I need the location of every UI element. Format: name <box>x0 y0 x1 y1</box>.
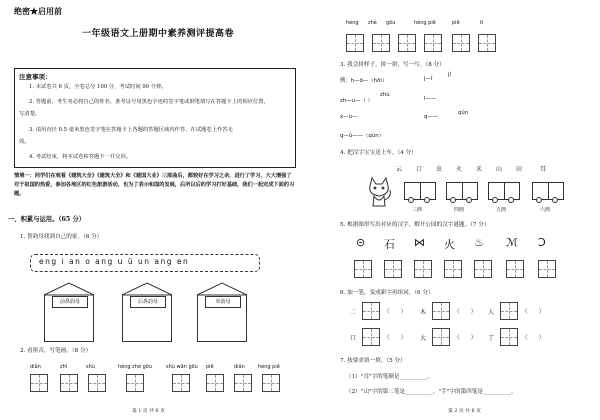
spell-item: q—— <box>424 114 439 120</box>
pinyin-label: tí <box>480 20 484 26</box>
spell-example: 例：h—ō—（hōi） <box>340 78 388 84</box>
pictogram: ℳ <box>506 236 518 249</box>
word-blank[interactable]: （ ） <box>384 335 407 341</box>
writing-grid-box[interactable] <box>172 374 190 392</box>
base-char: 口 <box>350 335 357 342</box>
writing-grid-box[interactable] <box>474 260 492 278</box>
pinyin-label: héng piě <box>414 20 436 26</box>
carriage-label: 三画 <box>412 207 423 213</box>
writing-grid-box[interactable] <box>398 34 416 52</box>
carriage-label: 四画 <box>454 207 465 213</box>
confidential-mark: 绝密★启用前 <box>14 6 62 16</box>
writing-grid-box[interactable] <box>354 260 372 278</box>
pinyin-label: héng piě <box>258 364 280 370</box>
writing-grid-box[interactable] <box>206 374 224 392</box>
notice-heading: 注意事项： <box>19 73 52 81</box>
writing-grid-box[interactable] <box>126 374 144 392</box>
writing-grid-box[interactable] <box>88 374 106 392</box>
question-7-part-a: （1）"耳"字的笔顺是__________。 <box>346 374 434 380</box>
writing-grid-box[interactable] <box>262 374 280 392</box>
char-label: 田 <box>516 166 523 173</box>
pinyin-label: zhé <box>368 20 377 26</box>
question-3: 3. 我会拼样子，拼一拼，写一写。（8 分） <box>340 62 445 68</box>
writing-grid-box[interactable] <box>424 34 442 52</box>
pictogram: ♨ <box>474 236 484 249</box>
char-label: 耳 <box>540 166 547 173</box>
writing-grid-box[interactable] <box>30 374 48 392</box>
spell-item: x—ù— <box>340 114 358 120</box>
word-blank[interactable]: （ ） <box>384 309 407 315</box>
house-label: 单韵母 <box>205 296 241 308</box>
pictogram: 石 <box>384 238 395 251</box>
pinyin-label: diǎn <box>234 364 245 370</box>
intro-paragraph: 情境一：同学们在观看《建筑大全》《建筑大全》和《建国大业》三部曲后，都较好在学习之余，进行了学习，大大增强了对于祖国的热爱，参加各地区的红色旅游活动，也为了表示和国的发展，后所以后的学习打好基础，我们一起完成下面的习题。 <box>14 173 295 197</box>
writing-grid-box[interactable] <box>372 34 390 52</box>
question-4: 4. 把汉字宝宝送上车。（4 分） <box>340 150 417 156</box>
char-label: 山 <box>496 166 503 173</box>
section-1-heading: 一、积累与运用。（65 分） <box>8 216 86 223</box>
pinyin-label: héng zhé gōu <box>118 364 153 370</box>
base-char: 大 <box>420 335 427 342</box>
pinyin-label: gōu <box>386 20 396 26</box>
spell-item: l—— <box>424 96 437 102</box>
notice-line: 1. 本试卷共 6 页，全卷总分 100 分，考试时间 90 分钟。 <box>29 84 167 90</box>
pinyin-label: diǎn <box>30 364 41 370</box>
roof-icon <box>40 282 98 296</box>
notice-line: 写清楚。 <box>19 111 41 117</box>
question-5: 5. 根据图形写出对应的汉字，解开公园的汉字谜题。（7 分） <box>340 222 490 228</box>
pinyin-banner <box>30 254 260 272</box>
char-label: 口 <box>416 166 423 173</box>
char-label: 云 <box>396 166 403 173</box>
writing-grid-box[interactable] <box>506 260 524 278</box>
char-label: 火 <box>456 166 463 173</box>
page-footer: 第 1 页 共 6 页 <box>132 409 165 414</box>
word-blank[interactable]: （ ） <box>454 335 477 341</box>
carriage-label: 五画 <box>496 207 507 213</box>
notice-line: 4. 考试结束，将本试卷和答题卡一并交回。 <box>29 154 132 160</box>
page-footer: 第 2 页 共 6 页 <box>448 409 481 414</box>
pictogram: 火 <box>444 238 455 251</box>
notice-line: 2. 答题前，考生务必将自己的姓名、准考证号用黑色字迹的签字笔或钢笔填写在答题卡上的相应位置， <box>29 99 269 105</box>
base-char: 人 <box>488 309 495 316</box>
word-blank[interactable]: （ ） <box>522 309 545 315</box>
notice-box <box>14 68 296 168</box>
pinyin-label: shù <box>86 364 95 370</box>
question-7: 7. 按要求填一填。（5 分） <box>340 358 406 364</box>
spell-item: zh—u—（ ） <box>340 98 373 104</box>
pictogram: ⋈ <box>414 236 425 249</box>
roof-icon <box>193 282 251 296</box>
writing-grid-box[interactable] <box>346 34 364 52</box>
base-char: 了 <box>488 335 495 342</box>
pinyin-label: héng <box>346 20 359 26</box>
char-label: 虫 <box>436 166 443 173</box>
char-label: 禾 <box>476 166 483 173</box>
pinyin-label: piě <box>452 20 460 26</box>
spell-answer: jǐ <box>448 72 451 78</box>
writing-grid-box[interactable] <box>60 374 78 392</box>
carriage-label: 六画 <box>540 207 551 213</box>
question-2: 2. 看拼音，写笔画。（8 分） <box>20 348 92 354</box>
house-single-final <box>193 282 251 342</box>
writing-grid-box[interactable] <box>432 328 450 346</box>
pictogram: ⊝ <box>356 236 366 249</box>
writing-grid-box[interactable] <box>384 260 402 278</box>
writing-grid-box[interactable] <box>452 34 470 52</box>
writing-grid-box[interactable] <box>500 302 518 320</box>
notice-line: 3. 请用直径 0.5 毫米黑色签字笔在答题卡上各题的答题区域内作答，在试题卷上作答无 <box>29 127 233 133</box>
writing-grid-box[interactable] <box>500 328 518 346</box>
notice-line: 效。 <box>19 139 30 145</box>
exam-title: 一年级语文上册期中素养测评提高卷 <box>82 29 235 39</box>
pinyin-banner-text: eng i an o ang u ü un ang en <box>39 257 190 266</box>
question-6: 6. 加一笔，变成新字再组词。（6 分） <box>340 290 434 296</box>
word-blank[interactable]: （ ） <box>522 335 545 341</box>
writing-grid-box[interactable] <box>362 302 380 320</box>
writing-grid-box[interactable] <box>478 34 496 52</box>
pinyin-label: zhǐ <box>60 364 68 370</box>
writing-grid-box[interactable] <box>432 302 450 320</box>
pinyin-label: piě <box>206 364 214 370</box>
base-char: 木 <box>420 309 427 316</box>
spell-item: j—ǐ <box>424 76 433 82</box>
house-front-nasal <box>40 282 98 342</box>
house-label: 前鼻韵母 <box>52 296 88 308</box>
base-char: 二 <box>350 309 357 316</box>
cat-icon <box>366 176 392 210</box>
question-1: 1. 帮韵母找到自己的家。（6 分） <box>20 234 103 240</box>
house-back-nasal <box>118 282 176 342</box>
writing-grid-box[interactable] <box>538 260 556 278</box>
roof-icon <box>118 282 176 296</box>
spell-item: q—ǔ——（qùn） <box>340 133 385 139</box>
pictogram: Ɔ <box>538 236 546 249</box>
writing-grid-box[interactable] <box>234 374 252 392</box>
writing-grid-box[interactable] <box>362 328 380 346</box>
spell-answer: qún <box>458 110 469 116</box>
writing-grid-box[interactable] <box>414 260 432 278</box>
pinyin-label: shù wān gōu <box>166 364 198 370</box>
spell-answer: zhù <box>380 92 390 98</box>
writing-grid-box[interactable] <box>444 260 462 278</box>
question-7-part-b: （2）"山"字的第二笔是__________，"手"字的第四笔是__________。 <box>346 389 517 395</box>
word-blank[interactable]: （ ） <box>454 309 477 315</box>
house-label: 后鼻韵母 <box>130 296 166 308</box>
